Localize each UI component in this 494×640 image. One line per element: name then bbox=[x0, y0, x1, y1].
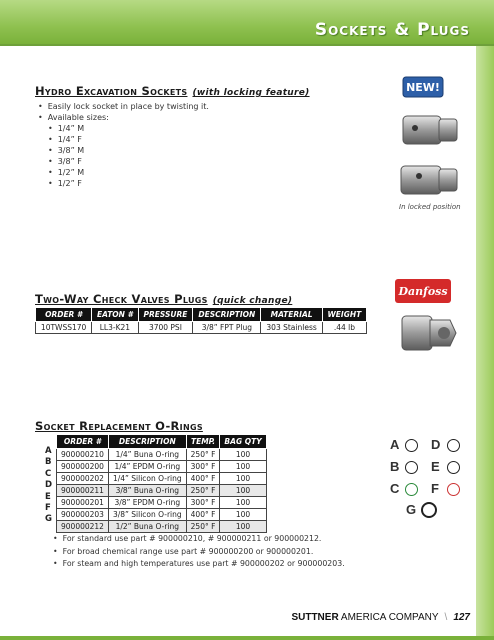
row-letter: B bbox=[45, 457, 52, 468]
note-item: • For standard use part # 900000210, # 900000211 or 900000212. bbox=[53, 533, 345, 546]
cell: 300° F bbox=[186, 461, 220, 473]
cell: 250° F bbox=[186, 521, 220, 533]
hydro-section-title bbox=[35, 84, 310, 98]
cell: 100 bbox=[220, 461, 266, 473]
oring-notes bbox=[53, 533, 345, 571]
legend-letter: B bbox=[390, 459, 400, 474]
col-header: ORDER # bbox=[36, 308, 92, 322]
row-letters bbox=[45, 446, 52, 526]
col-header: DESCRIPTION bbox=[193, 308, 261, 322]
col-header: DESCRIPTION bbox=[108, 435, 186, 449]
cell: 900000210 bbox=[57, 449, 109, 461]
oring-icon bbox=[447, 439, 460, 452]
col-header: PRESSURE bbox=[138, 308, 193, 322]
table-header-row bbox=[36, 308, 367, 322]
col-header: BAG QTY bbox=[220, 435, 266, 449]
table-header-row bbox=[57, 435, 267, 449]
hydro-bullet: • Easily lock socket in place by twisting it. bbox=[38, 101, 209, 112]
hydro-bullet: • Available sizes: bbox=[38, 112, 209, 123]
cell: 400° F bbox=[186, 509, 220, 521]
row-letter: C bbox=[45, 468, 52, 479]
cell: 100 bbox=[220, 485, 266, 497]
socket-image-2 bbox=[395, 156, 465, 202]
cell: 900000202 bbox=[57, 473, 109, 485]
note-item: • For steam and high temperatures use part # 900000202 or 900000203. bbox=[53, 558, 345, 571]
table-row bbox=[57, 521, 267, 533]
page-number: 127 bbox=[453, 612, 470, 623]
cell: 10TWSS170 bbox=[36, 322, 92, 334]
cell: 3/8” EPDM O-ring bbox=[108, 497, 186, 509]
checkvalve-table bbox=[35, 307, 367, 334]
page-title: Sockets & Plugs bbox=[314, 20, 470, 40]
table-row bbox=[57, 485, 267, 497]
table-row bbox=[57, 473, 267, 485]
orings-section-title bbox=[35, 419, 203, 433]
cell: 100 bbox=[220, 521, 266, 533]
table-row bbox=[57, 461, 267, 473]
col-header: EATON # bbox=[92, 308, 138, 322]
legend-letter: C bbox=[390, 481, 400, 496]
size-item: • 1/2” F bbox=[38, 178, 209, 189]
cell: 100 bbox=[220, 473, 266, 485]
cell: 303 Stainless bbox=[261, 322, 322, 334]
cell: 100 bbox=[220, 497, 266, 509]
col-header: ORDER # bbox=[57, 435, 109, 449]
cell: 100 bbox=[220, 449, 266, 461]
size-item: • 3/8” F bbox=[38, 156, 209, 167]
cell: 900000200 bbox=[57, 461, 109, 473]
new-badge-label: NEW! bbox=[406, 81, 440, 94]
cell: 1/4” Silicon O-ring bbox=[108, 473, 186, 485]
footer-company: SUTTNER bbox=[291, 612, 339, 623]
note-item: • For broad chemical range use part # 900000200 or 900000201. bbox=[53, 546, 345, 559]
row-letter: E bbox=[45, 491, 51, 502]
orings-title: Socket Replacement O-Rings bbox=[35, 419, 203, 433]
orings-table bbox=[56, 434, 267, 533]
cell: 900000211 bbox=[57, 485, 109, 497]
row-letter: G bbox=[45, 514, 52, 525]
table-row bbox=[57, 497, 267, 509]
checkvalve-title: Two-Way Check Valves Plugs bbox=[35, 292, 208, 306]
legend-letter: E bbox=[431, 459, 440, 474]
size-item: • 3/8” M bbox=[38, 145, 209, 156]
side-band bbox=[476, 0, 494, 640]
cell: 400° F bbox=[186, 473, 220, 485]
cell: 3/8” FPT Plug bbox=[193, 322, 261, 334]
col-header: TEMP. bbox=[186, 435, 220, 449]
hydro-bullets bbox=[38, 101, 209, 189]
footer-company-rest: AMERICA COMPANY bbox=[338, 612, 439, 623]
header-rule bbox=[0, 44, 494, 46]
hydro-subtitle: (with locking feature) bbox=[192, 88, 310, 98]
footer-rule bbox=[0, 636, 494, 640]
cell: 900000212 bbox=[57, 521, 109, 533]
legend-letter: F bbox=[431, 481, 439, 496]
row-letter: F bbox=[45, 503, 51, 514]
page-header bbox=[0, 0, 494, 44]
size-item: • 1/4” M bbox=[38, 123, 209, 134]
oring-icon bbox=[405, 461, 418, 474]
socket-image-1 bbox=[395, 104, 465, 154]
cell: 3700 PSI bbox=[138, 322, 193, 334]
cell: LL3-K21 bbox=[92, 322, 138, 334]
cell: 3/8” Buna O-ring bbox=[108, 485, 186, 497]
legend-letter: D bbox=[431, 437, 441, 452]
cell: 900000203 bbox=[57, 509, 109, 521]
legend-letter: A bbox=[390, 437, 400, 452]
oring-icon bbox=[405, 439, 418, 452]
size-item: • 1/4” F bbox=[38, 134, 209, 145]
cell: 1/2” Buna O-ring bbox=[108, 521, 186, 533]
footer-separator: \ bbox=[444, 612, 448, 623]
col-header: MATERIAL bbox=[261, 308, 322, 322]
cell: 900000201 bbox=[57, 497, 109, 509]
danfoss-logo-text: Danfoss bbox=[398, 285, 448, 298]
cell: 250° F bbox=[186, 449, 220, 461]
row-letter: A bbox=[45, 446, 52, 456]
cell: 300° F bbox=[186, 497, 220, 509]
size-item: • 1/2” M bbox=[38, 167, 209, 178]
oring-icon bbox=[447, 483, 460, 496]
legend-letter: G bbox=[406, 502, 417, 517]
cell: .44 lb bbox=[322, 322, 366, 334]
danfoss-logo bbox=[395, 279, 451, 303]
table-row bbox=[36, 322, 367, 334]
oring-legend bbox=[388, 432, 468, 522]
cell: 250° F bbox=[186, 485, 220, 497]
socket-caption: In locked position bbox=[399, 203, 461, 211]
cell: 100 bbox=[220, 509, 266, 521]
cell: 1/4” Buna O-ring bbox=[108, 449, 186, 461]
checkvalve-section-title bbox=[35, 292, 292, 306]
oring-icon bbox=[421, 502, 437, 518]
col-header: WEIGHT bbox=[322, 308, 366, 322]
row-letter: D bbox=[45, 480, 53, 491]
table-row bbox=[57, 509, 267, 521]
table-row bbox=[57, 449, 267, 461]
check-valve-image bbox=[392, 308, 462, 358]
page-footer bbox=[291, 612, 470, 623]
cell: 3/8” Silicon O-ring bbox=[108, 509, 186, 521]
cell: 1/4” EPDM O-ring bbox=[108, 461, 186, 473]
checkvalve-subtitle: (quick change) bbox=[212, 296, 293, 306]
hydro-title: Hydro Excavation Sockets bbox=[35, 84, 188, 98]
new-badge bbox=[402, 76, 444, 98]
oring-icon bbox=[405, 483, 418, 496]
oring-icon bbox=[447, 461, 460, 474]
